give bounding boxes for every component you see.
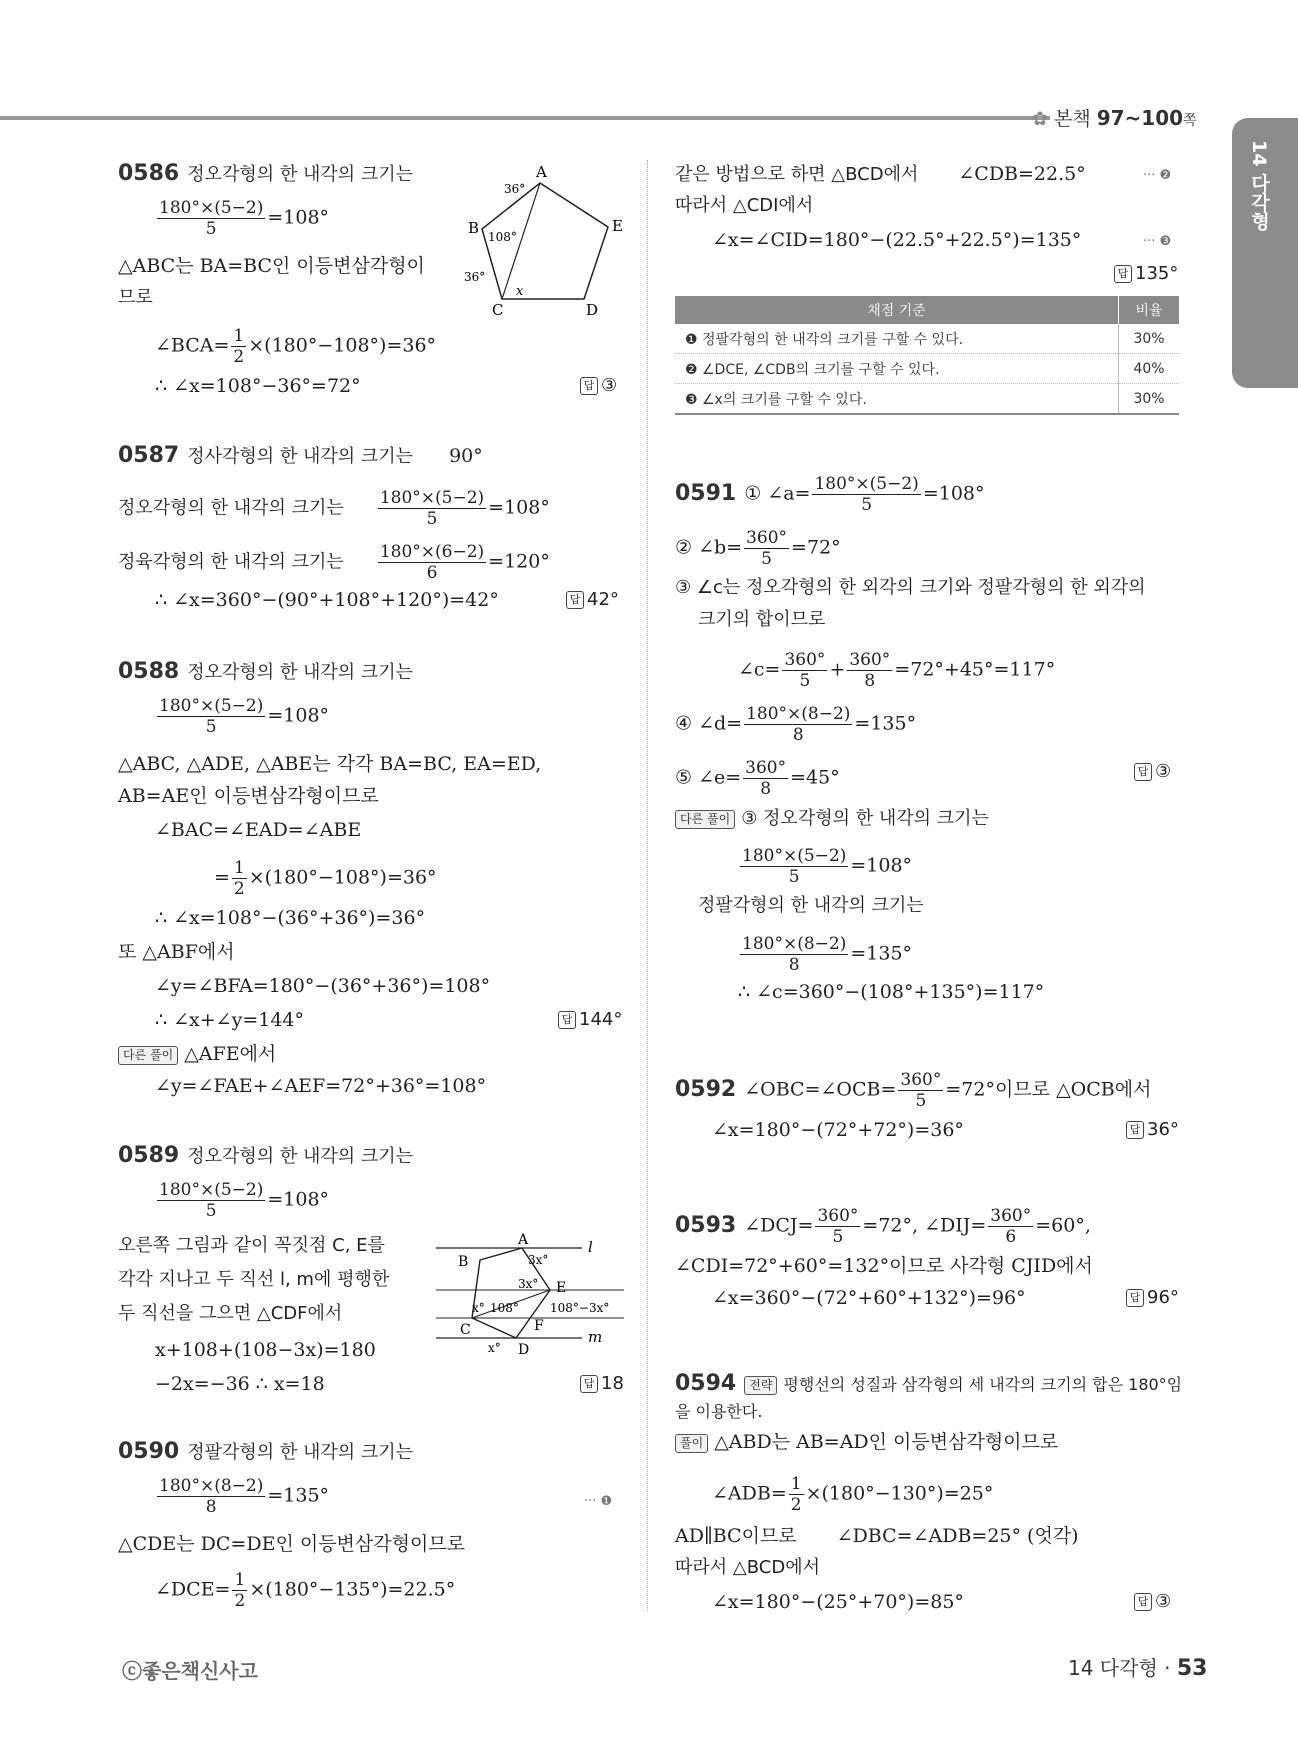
label-E: E (612, 217, 623, 235)
problem-number: 0592 (675, 1076, 737, 1102)
angle-3x-top: 3x° (528, 1253, 549, 1267)
angle-3x-e: 3x° (518, 1277, 539, 1291)
fraction: $\frac{180^\circ\times(5-2)}{5}$ (159, 696, 264, 737)
label-A: A (518, 1232, 529, 1248)
page-footer: 14 다각형 · 53 (1068, 1656, 1208, 1681)
label-A: A (536, 165, 547, 181)
fraction: $\frac{180^\circ\times(8-2)}{8}$ (159, 1476, 264, 1517)
problem-number: 0590 (118, 1439, 180, 1464)
label-C: C (460, 1322, 471, 1338)
answer-icon: 답 (1114, 265, 1132, 283)
fraction: $\frac{180^\circ\times(5-2)}{5}$ (379, 488, 485, 529)
table-row: ❷ ∠DCE, ∠CDB의 크기를 구할 수 있다. 40% (675, 354, 1179, 384)
solution-tag: 풀이 (675, 1434, 708, 1453)
header-rule (0, 116, 1050, 120)
scoring-header: 채점 기준 (675, 296, 1119, 324)
step-marker-3: ··· ❸ (1143, 234, 1172, 249)
page-reference: ✿ 본책 97~100쪽 (1032, 106, 1197, 130)
fraction: $\frac{180^\circ\times(8-2)}{8}$ (742, 934, 847, 975)
answer-icon: 답 (580, 377, 598, 395)
fraction: $\frac{1}{2}$ (790, 1474, 802, 1515)
fraction: $\frac{360^\circ}{6}$ (990, 1206, 1032, 1247)
fraction: $\frac{1}{2}$ (233, 858, 245, 899)
angle-108-3x: 108°−3x° (550, 1301, 610, 1315)
angle-x-c: x° (472, 1301, 485, 1315)
scoring-table (675, 296, 1179, 415)
problem-number: 0588 (118, 659, 180, 684)
angle-36-bottom: 36° (464, 270, 486, 284)
label-B: B (468, 219, 480, 237)
answer-icon: 답 (1126, 1289, 1144, 1307)
publisher-logo: ⓒ좋은책신사고 (122, 1659, 258, 1683)
column-divider (647, 160, 648, 1610)
label-D: D (586, 301, 599, 315)
ratio-header: 비율 (1119, 296, 1180, 324)
label-m: m (588, 1328, 603, 1346)
strategy-tag: 전략 (744, 1376, 777, 1395)
problem-number: 0586 (118, 161, 180, 186)
page-number: 53 (1176, 1656, 1208, 1681)
answer-icon: 답 (1134, 1593, 1152, 1611)
fraction: $\frac{1}{2}$ (233, 326, 245, 367)
fraction: $\frac{360^\circ}{5}$ (817, 1206, 859, 1247)
problem-number: 0587 (118, 443, 180, 468)
fraction: $\frac{180^\circ\times(5-2)}{5}$ (814, 474, 919, 515)
step-marker-2: ··· ❷ (1143, 168, 1172, 183)
angle-x-d: x° (488, 1341, 501, 1355)
step-marker-1: ··· ❶ (584, 1494, 613, 1509)
fraction: $\frac{1}{2}$ (234, 1570, 246, 1611)
angle-36-top: 36° (504, 182, 526, 196)
pentagon-figure (460, 165, 640, 315)
fraction: $\frac{180^\circ\times(6-2)}{6}$ (379, 542, 485, 583)
table-row: ❶ 정팔각형의 한 내각의 크기를 구할 수 있다. 30% (675, 324, 1179, 354)
angle-x: x (516, 284, 524, 299)
answer-icon: 답 (1134, 763, 1152, 781)
label-C: C (492, 301, 504, 315)
label-E: E (556, 1280, 567, 1296)
chapter-tab-label: 14 다각형 (1248, 140, 1270, 231)
isosceles-statement: △ABC는 BA=BC인 이등변삼각형이 (118, 255, 425, 277)
label-B: B (458, 1254, 469, 1270)
flower-icon: ✿ (1032, 108, 1048, 130)
parallel-lines-figure (432, 1230, 632, 1355)
fraction: $\frac{180^\circ\times(8-2)}{8}$ (746, 704, 851, 745)
answer-icon: 답 (558, 1011, 576, 1029)
fraction: $\frac{360^\circ}{8}$ (849, 650, 891, 691)
angle-108: 108° (490, 1301, 519, 1315)
problem-number: 0591 (675, 480, 737, 506)
fraction: $\frac{180^\circ\times(5-2)}{5}$ (159, 198, 264, 239)
fraction: $\frac{360^\circ}{5}$ (746, 528, 788, 569)
problem-number: 0594 (675, 1371, 737, 1396)
answer-icon: 답 (1126, 1121, 1144, 1139)
problem-number: 0589 (118, 1143, 180, 1168)
label-D: D (518, 1342, 530, 1355)
label-F: F (534, 1318, 544, 1334)
angle-108: 108° (488, 230, 517, 244)
alt-solution-tag: 다른 풀이 (675, 810, 735, 829)
fraction: $\frac{180^\circ\times(5-2)}{5}$ (159, 1180, 264, 1221)
problem-number: 0593 (675, 1212, 737, 1238)
alt-solution-tag: 다른 풀이 (118, 1046, 178, 1065)
fraction: $\frac{360^\circ}{5}$ (900, 1070, 942, 1111)
answer-icon: 답 (580, 1375, 598, 1393)
fraction: $\frac{180^\circ\times(5-2)}{5}$ (742, 846, 847, 887)
answer-icon: 답 (566, 591, 584, 609)
label-l: l (588, 1238, 593, 1256)
fraction: $\frac{360^\circ}{8}$ (745, 758, 787, 799)
table-row: ❸ ∠x의 크기를 구할 수 있다. 30% (675, 384, 1179, 415)
fraction: $\frac{360^\circ}{5}$ (784, 650, 826, 691)
